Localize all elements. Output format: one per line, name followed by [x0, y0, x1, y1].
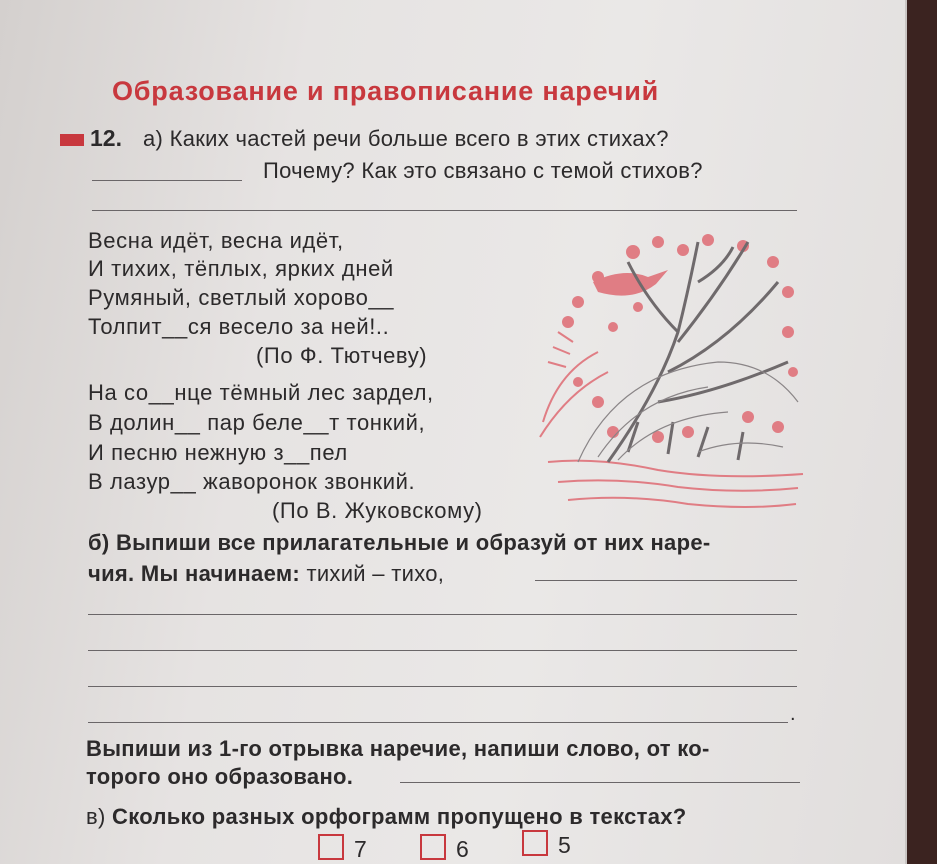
option-label: 6 [456, 836, 469, 862]
poem1-line: Толпит__ся весело за ней!.. [88, 314, 390, 339]
period: . [790, 703, 796, 725]
answer-line[interactable] [88, 722, 788, 723]
answer-line[interactable] [92, 180, 242, 181]
poem2-line: На со__нце тёмный лес зардел, [88, 380, 434, 405]
answer-checkbox-7[interactable] [318, 834, 344, 860]
poem2-line: И песню нежную з__пел [88, 440, 348, 465]
answer-line[interactable] [535, 580, 797, 581]
tree-bird-illustration [538, 222, 818, 512]
answer-line[interactable] [400, 782, 800, 783]
task-number: 12. [90, 125, 122, 151]
option-label: 5 [558, 832, 571, 858]
poem1-author: (По Ф. Тютчеву) [256, 343, 428, 368]
question-a-line1: а) Каких частей речи больше всего в этих стихах? [143, 126, 669, 151]
question-a-line2: Почему? Как это связано с темой стихов? [263, 158, 703, 183]
answer-checkbox-5[interactable] [522, 830, 548, 856]
answer-line[interactable] [88, 614, 797, 615]
question-b2-line1: Выпиши из 1-го отрывка наречие, напиши слово, от ко- [86, 736, 710, 761]
poem1-line: Весна идёт, весна идёт, [88, 228, 344, 253]
question-b-line2: чия. Мы начинаем: тихий – тихо, [88, 561, 445, 586]
poem1-line: Румяный, светлый хорово__ [88, 285, 395, 310]
question-b2-line2: торого оно образовано. [86, 764, 354, 789]
answer-line[interactable] [88, 686, 797, 687]
task-marker [60, 134, 84, 146]
poem1-line: И тихих, тёплых, ярких дней [88, 256, 394, 281]
poem2-line: В лазур__ жаворонок звонкий. [88, 469, 416, 494]
poem2-line: В долин__ пар беле__т тонкий, [88, 410, 426, 435]
answer-line[interactable] [88, 650, 797, 651]
page-title: Образование и правописание наречий [112, 76, 660, 106]
answer-checkbox-6[interactable] [420, 834, 446, 860]
poem2-author: (По В. Жуковскому) [272, 498, 483, 523]
answer-line[interactable] [92, 210, 797, 211]
question-c: в) Сколько разных орфограмм пропущено в текстах? [86, 804, 687, 829]
option-label: 7 [354, 836, 367, 862]
question-b-line1: б) Выпиши все прилагательные и образуй от них наре- [88, 530, 711, 555]
